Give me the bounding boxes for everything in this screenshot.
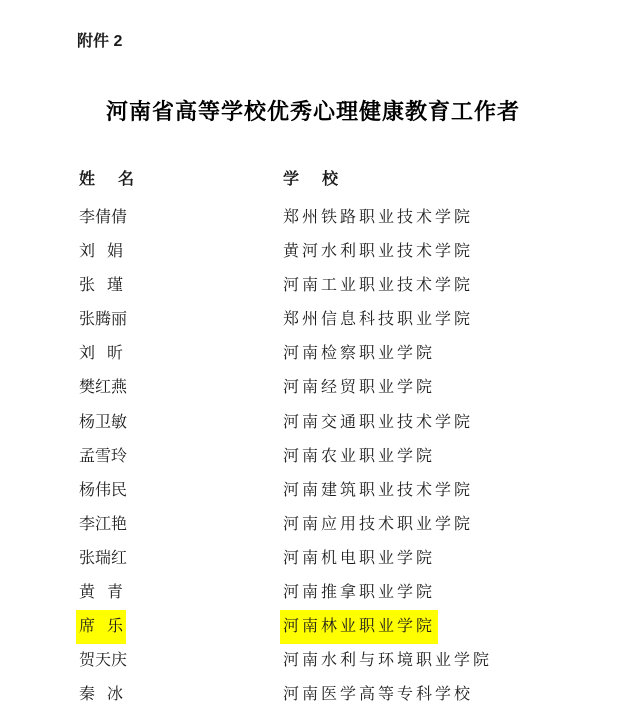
awardee-name: 张腾丽 <box>79 311 128 329</box>
table-row <box>79 576 559 610</box>
document-title: 河南省高等学校优秀心理健康教育工作者 <box>105 99 520 124</box>
awardee-name: 张 瑾 <box>79 277 124 295</box>
table-row <box>79 371 559 405</box>
attachment-label: 附件 2 <box>77 33 123 50</box>
table-row <box>79 235 559 269</box>
table-row <box>79 337 559 371</box>
table-row <box>79 474 559 508</box>
name-column-header: 姓 名 <box>79 171 135 188</box>
awardee-name: 杨卫敏 <box>79 413 128 431</box>
awardee-school: 郑州信息科技职业学院 <box>283 311 474 329</box>
table-row <box>79 678 559 712</box>
awardee-school: 河南经贸职业学院 <box>283 379 436 397</box>
awardee-name: 杨伟民 <box>79 481 128 499</box>
awardee-name: 席 乐 <box>76 610 126 644</box>
awardee-name: 秦 冰 <box>79 686 124 704</box>
awardee-school: 河南水利与环境职业学院 <box>283 652 493 670</box>
school-column-header: 学 校 <box>283 171 339 188</box>
awardee-school: 河南农业职业学院 <box>283 447 436 465</box>
table-row <box>79 406 559 440</box>
awardee-school: 河南推拿职业学院 <box>283 584 436 602</box>
awardee-school: 河南建筑职业技术学院 <box>283 481 474 499</box>
table-header-row <box>79 170 559 190</box>
awardee-school: 黄河水利职业技术学院 <box>283 243 474 261</box>
awardee-name: 李江艳 <box>79 515 128 533</box>
awardee-name: 刘 昕 <box>79 345 124 363</box>
table-row <box>79 201 559 235</box>
table-row <box>79 542 559 576</box>
awardee-school: 河南林业职业学院 <box>280 610 438 644</box>
awardee-name: 贺天庆 <box>79 652 128 670</box>
table-row <box>79 269 559 303</box>
awardee-school: 河南交通职业技术学院 <box>283 413 474 431</box>
awardee-name: 黄 青 <box>79 584 124 602</box>
table-row <box>79 508 559 542</box>
awardee-name: 张瑞红 <box>79 549 128 567</box>
awardee-name: 刘 娟 <box>79 243 124 261</box>
table-row <box>79 303 559 337</box>
awardee-name: 李倩倩 <box>79 209 128 226</box>
table-row <box>79 440 559 474</box>
awardee-name: 樊红燕 <box>79 379 128 397</box>
table-body <box>79 201 559 712</box>
table-row <box>79 644 559 678</box>
table-row <box>79 610 559 644</box>
awardee-school: 河南工业职业技术学院 <box>283 277 474 295</box>
awardee-school: 河南医学高等专科学校 <box>283 686 474 704</box>
awardee-school: 郑州铁路职业技术学院 <box>283 209 474 226</box>
awardee-school: 河南机电职业学院 <box>283 549 436 567</box>
awardees-table <box>79 170 559 712</box>
awardee-name: 孟雪玲 <box>79 447 128 465</box>
awardee-school: 河南应用技术职业学院 <box>283 515 474 533</box>
awardee-school: 河南检察职业学院 <box>283 345 436 363</box>
